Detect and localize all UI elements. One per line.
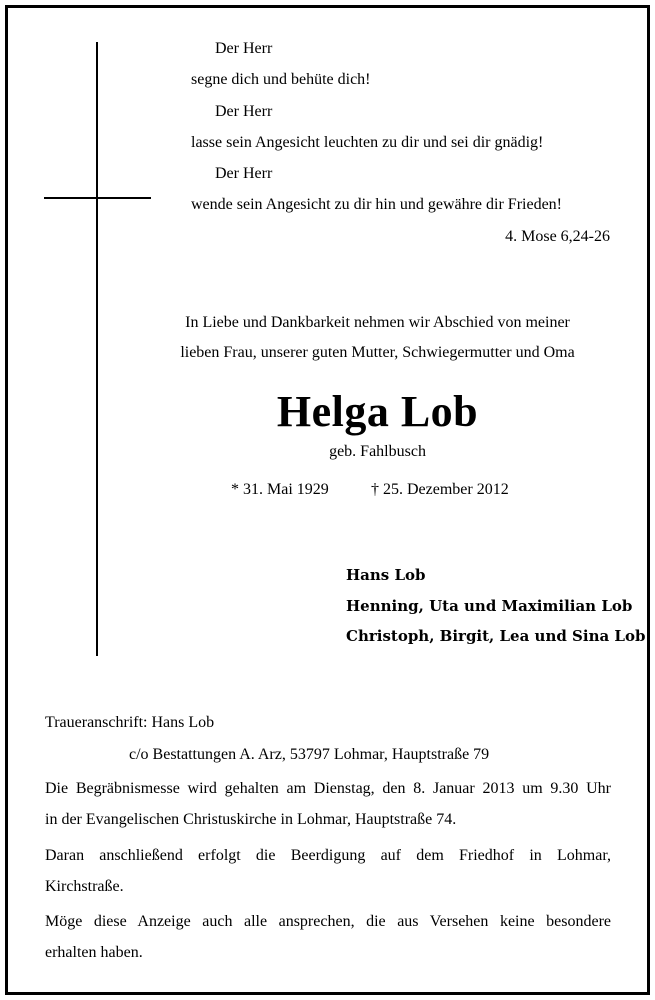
verse-line: Der Herr	[215, 103, 273, 120]
verse-line: Der Herr	[215, 165, 273, 182]
verse-line: wende sein Angesicht zu dir hin und gewähre dir Frieden!	[191, 196, 563, 213]
mourner-name: Hans Lob	[346, 566, 426, 584]
mourner-name: Henning, Uta und Maximilian Lob	[346, 597, 633, 615]
intro-line-1: In Liebe und Dankbarkeit nehmen wir Abschied von meiner	[185, 314, 570, 331]
birth-date: * 31. Mai 1929	[231, 481, 329, 498]
intro-line-2: lieben Frau, unserer guten Mutter, Schwiegermutter und Oma	[180, 344, 575, 361]
mourner-name: Christoph, Birgit, Lea und Sina Lob	[346, 627, 646, 645]
note-line-1: Möge diese Anzeige auch alle ansprechen, die aus Versehen keine besondere	[45, 913, 611, 930]
verse-reference: 4. Mose 6,24-26	[505, 228, 610, 245]
cross-icon-horizontal	[44, 197, 151, 199]
maiden-name: geb. Fahlbusch	[329, 443, 426, 460]
verse-line: segne dich und behüte dich!	[191, 71, 371, 88]
mass-line-1: Die Begräbnismesse wird gehalten am Dienstag, den 8. Januar 2013 um 9.30 Uhr	[45, 780, 611, 797]
note-line-2: erhalten haben.	[45, 944, 143, 961]
address-line-2: c/o Bestattungen A. Arz, 53797 Lohmar, Hauptstraße 79	[129, 746, 490, 763]
verse-line: Der Herr	[215, 40, 273, 57]
address-line-1: Traueranschrift: Hans Lob	[45, 714, 215, 731]
verse-line: lasse sein Angesicht leuchten zu dir und sei dir gnädig!	[191, 134, 544, 151]
burial-line-1: Daran anschließend erfolgt die Beerdigung auf dem Friedhof in Lohmar,	[45, 847, 611, 864]
deceased-name: Helga Lob	[276, 387, 479, 436]
burial-line-2: Kirchstraße.	[45, 878, 124, 895]
death-date: † 25. Dezember 2012	[371, 481, 509, 498]
mass-line-2: in der Evangelischen Christuskirche in Lohmar, Hauptstraße 74.	[45, 811, 457, 828]
